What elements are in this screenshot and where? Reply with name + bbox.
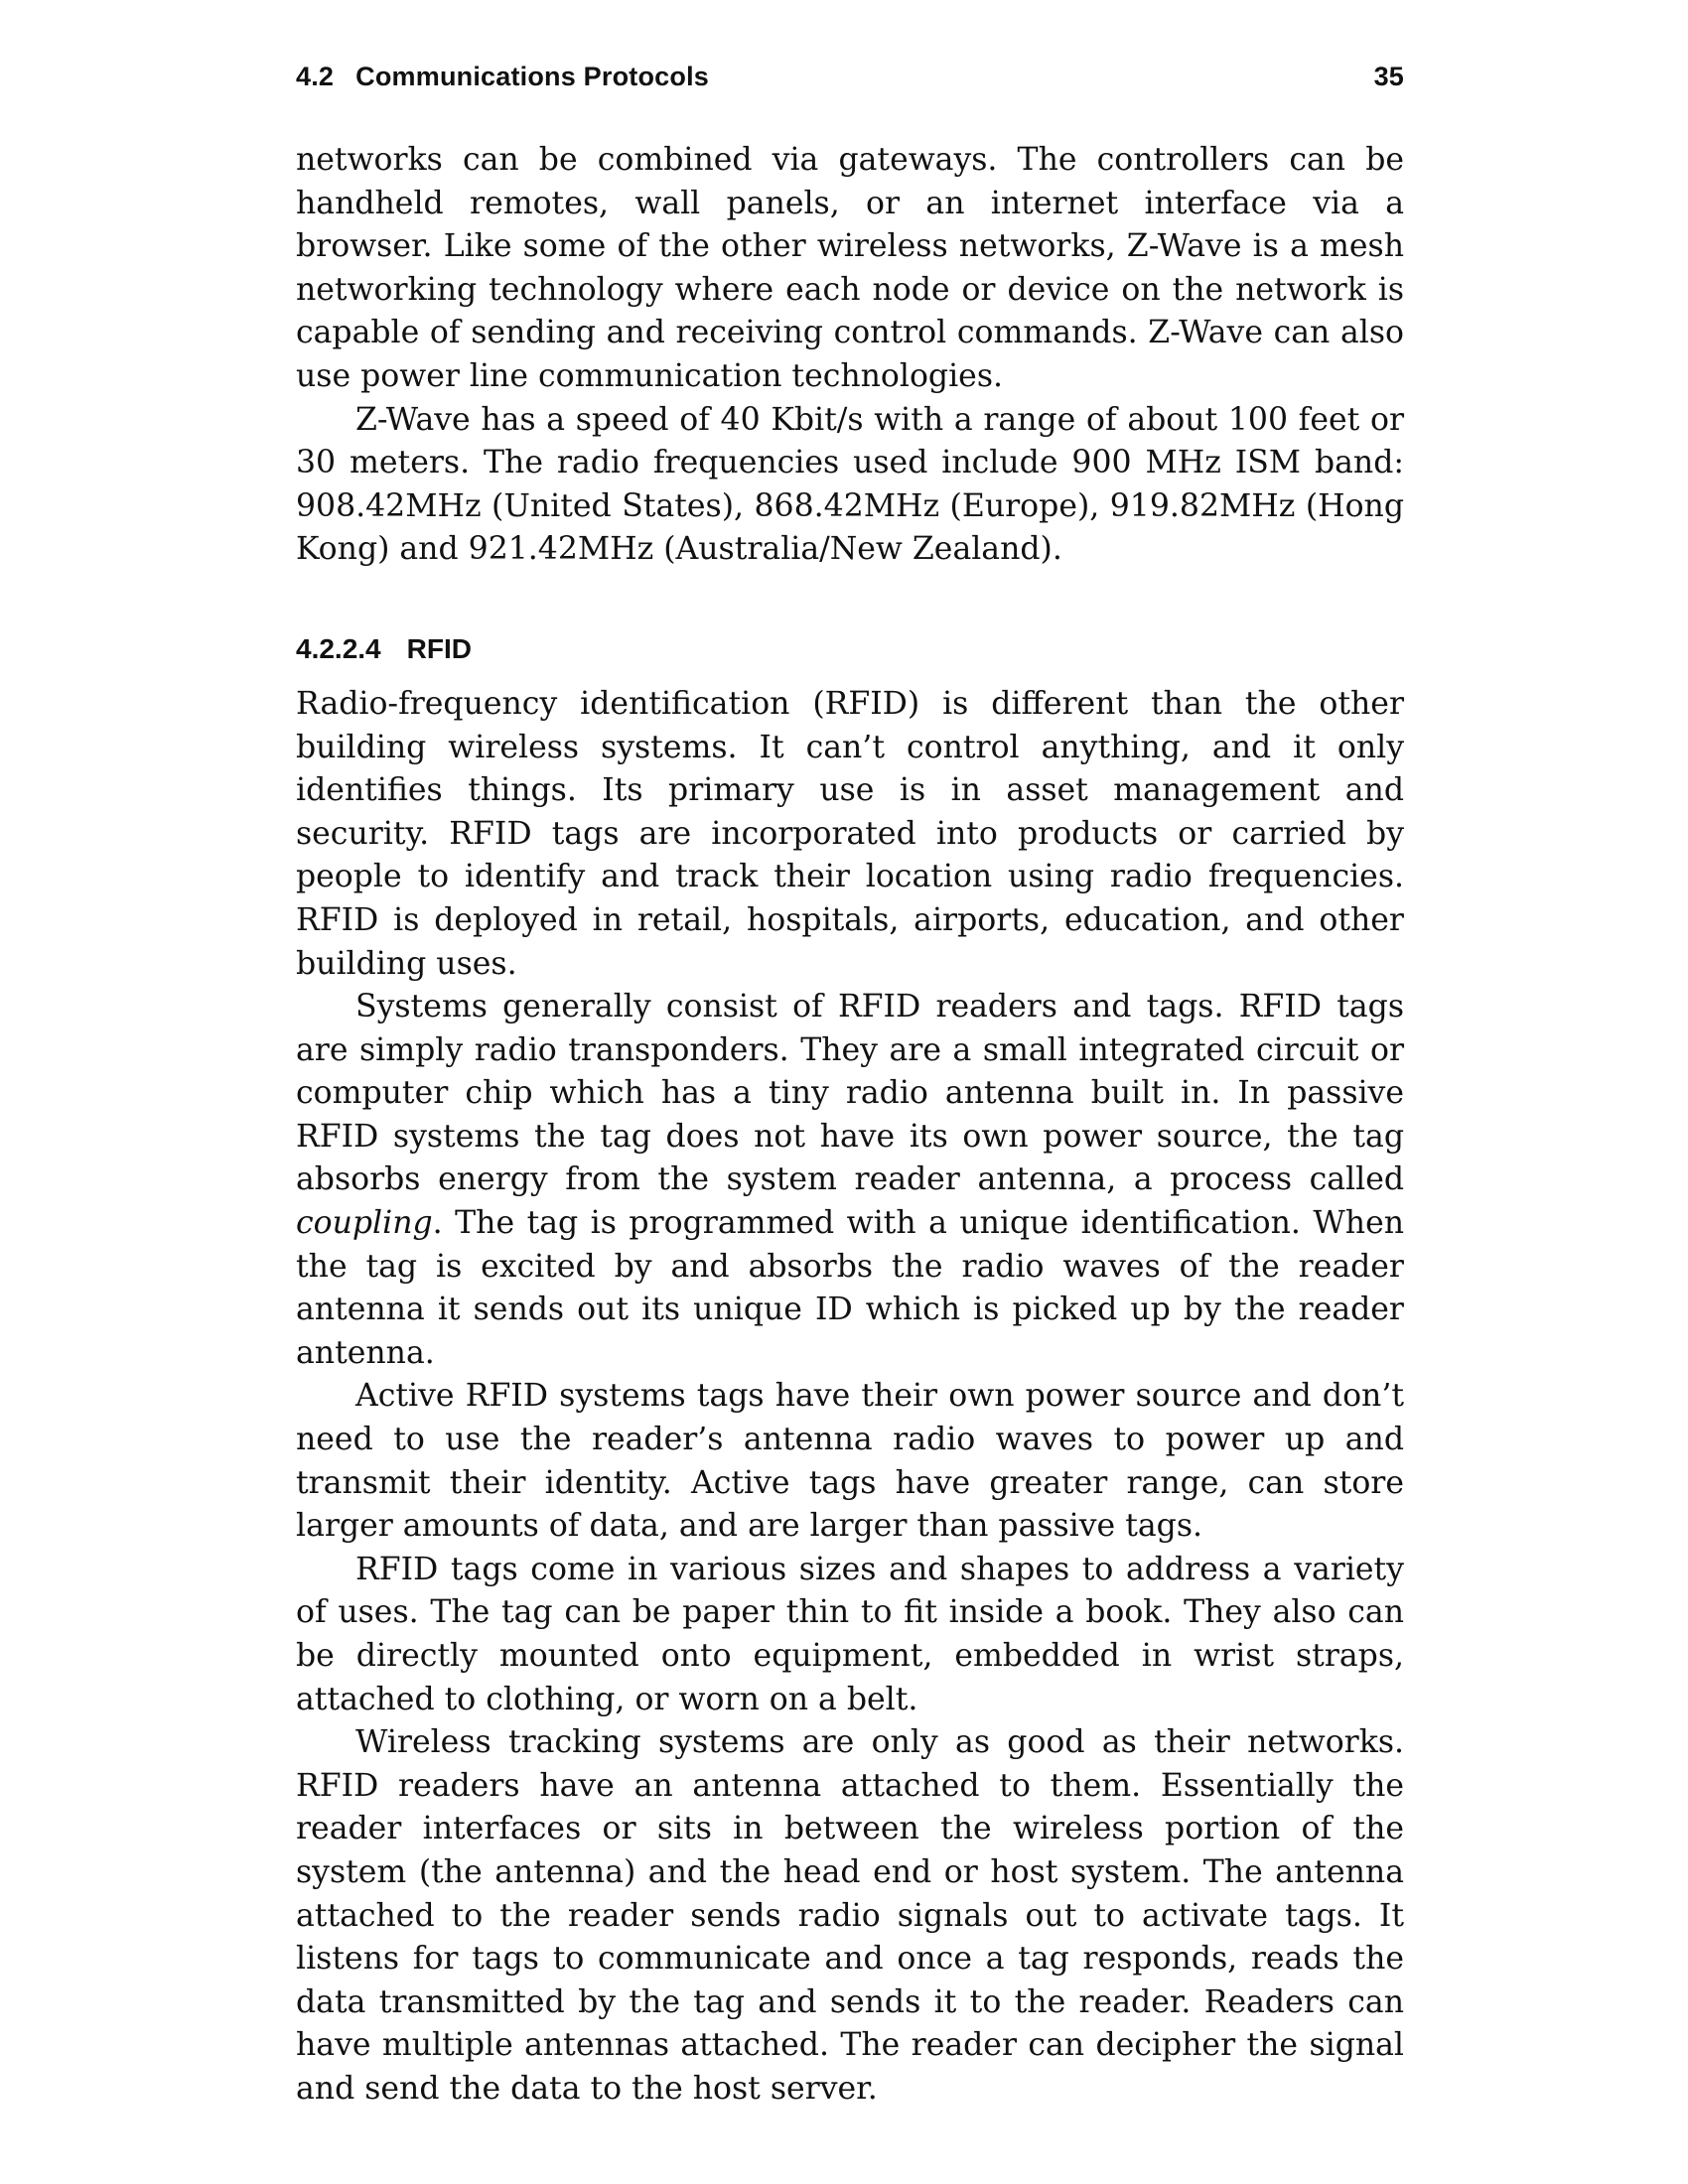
- subsection-title: RFID: [406, 632, 472, 664]
- subsection-number: 4.2.2.4: [296, 632, 381, 664]
- running-head: [296, 62, 1404, 101]
- book-page: [296, 62, 1404, 2112]
- paragraph-rfid-intro: Radio-frequency identification (RFID) is different than the other building wireless systems. It can’t control anything, and it only identifies things. Its primary use is in asset management and security. RFID tags are incorporated into products or carried by people to identify and track their location using radio frequencies. RFID is deployed in retail, hospitals, airports, education, and other building uses.: [296, 685, 1404, 982]
- section-title: Communications Protocols: [355, 62, 709, 91]
- paragraph-rfid-sizes: RFID tags come in various sizes and shapes to address a variety of uses. The tag can be paper thin to fit inside a book. They also can be directly mounted onto equipment, embedded in wrist straps, attached to clothing, or worn on a belt.: [296, 1551, 1404, 1717]
- body-text: [296, 139, 1404, 2112]
- paragraph-rfid-passive-part1: Systems generally consist of RFID readers and tags. RFID tags are simply radio transponders. They are a small integrated circuit or computer chip which has a tiny radio antenna built in. In passive RFID systems the tag does not have its own power source, the tag absorbs energy from the system reader antenna, a process called: [296, 989, 1404, 1198]
- coupling-term: coupling: [296, 1205, 433, 1242]
- paragraph-zwave-controllers: networks can be combined via gateways. The controllers can be handheld remotes, wall panels, or an internet interface via a browser. Like some of the other wireless networks, Z-Wave is a mesh networking technology where each node or device on the network is capable of sending and receiving control commands. Z-Wave can also use power line communication technologies.: [296, 142, 1404, 394]
- running-head-title: [296, 62, 709, 92]
- page-number: 35: [1373, 62, 1404, 91]
- section-number: 4.2: [296, 62, 335, 91]
- paragraph-rfid-readers: Wireless tracking systems are only as good as their networks. RFID readers have an antenna attached to them. Essentially the reader interfaces or sits in between the wireless portion of the system (the antenna) and the head end or host system. The antenna attached to the reader sends radio signals out to activate tags. It listens for tags to communicate and once a tag responds, reads the data transmitted by the tag and sends it to the reader. Readers can have multiple antennas attached. The reader can decipher the signal and send the data to the host server.: [296, 1724, 1404, 2107]
- paragraph-rfid-passive-part2: . The tag is programmed with a unique identification. When the tag is excited by and absorbs the radio waves of the reader antenna it sends out its unique ID which is picked up by the reader antenna.: [296, 1205, 1404, 1371]
- paragraph-zwave-speed: Z-Wave has a speed of 40 Kbit/s with a range of about 100 feet or 30 meters. The radio frequencies used include 900 MHz ISM band: 908.42MHz (United States), 868.42MHz (Europe), 919.82MHz (Hong Kong) and 921.42MHz (Australia/New Zealand).: [296, 401, 1404, 568]
- subsection-heading: [296, 627, 1404, 671]
- paragraph-rfid-active: Active RFID systems tags have their own power source and don’t need to use the reader’s antenna radio waves to power up and transmit their identity. Active tags have greater range, can store larger amounts of data, and are larger than passive tags.: [296, 1378, 1404, 1545]
- paragraph-rfid-passive: [296, 986, 1404, 1375]
